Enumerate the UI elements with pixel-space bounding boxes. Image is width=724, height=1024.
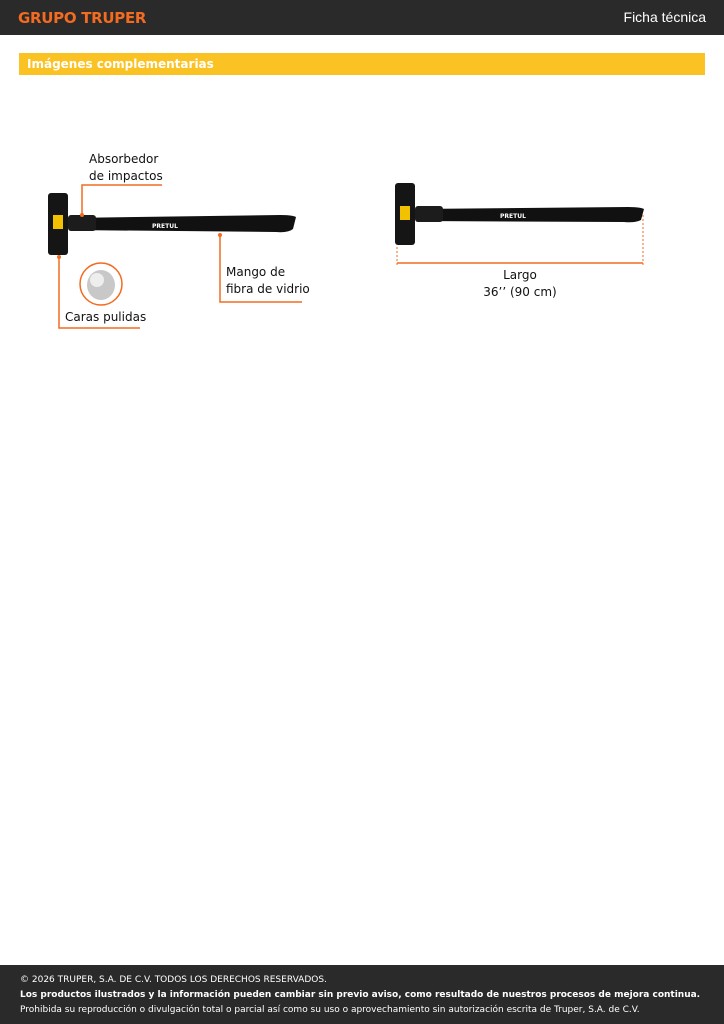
header-bar: [0, 0, 724, 35]
label-fiberglass-handle: Mango de fibra de vidrio: [226, 265, 310, 296]
sledgehammer-length-image: [390, 175, 650, 275]
document-type: Ficha técnica: [623, 9, 706, 25]
company-logo: GRUPO TRUPER: [18, 9, 147, 27]
section-header: [19, 53, 705, 75]
footer-copyright: © 2026 TRUPER, S.A. DE C.V. TODOS LOS DERECHOS RESERVADOS.: [20, 975, 327, 985]
footer-prohibition: Prohibida su reproducción o divulgación total o parcial así como su uso o aprovechamiento sin autorización escrita de Truper, S.A. de C.V.: [20, 1005, 640, 1015]
handle-brand-text: PRETUL: [152, 223, 178, 230]
hammer-handle: [415, 207, 644, 222]
shock-absorber: [68, 215, 96, 231]
callout-line-impact: [82, 185, 162, 215]
label-impact-absorber: Absorbedor de impactos: [89, 152, 163, 183]
hammer-label-sticker: [53, 215, 63, 229]
section-title: Imágenes complementarias: [27, 57, 214, 71]
label-polished-faces: Caras pulidas: [65, 310, 147, 324]
label-length: Largo 36’’ (90 cm): [483, 268, 557, 299]
hammer-label-sticker: [400, 206, 410, 220]
handle-brand-text: PRETUL: [500, 213, 526, 220]
hammer-handle: [68, 215, 296, 232]
footer-notice: Los productos ilustrados y la información pueden cambiar sin previo aviso, como resultado de nuestros procesos de mejora continua.: [20, 990, 701, 1000]
shock-absorber: [415, 206, 443, 222]
footer: [0, 965, 724, 1024]
